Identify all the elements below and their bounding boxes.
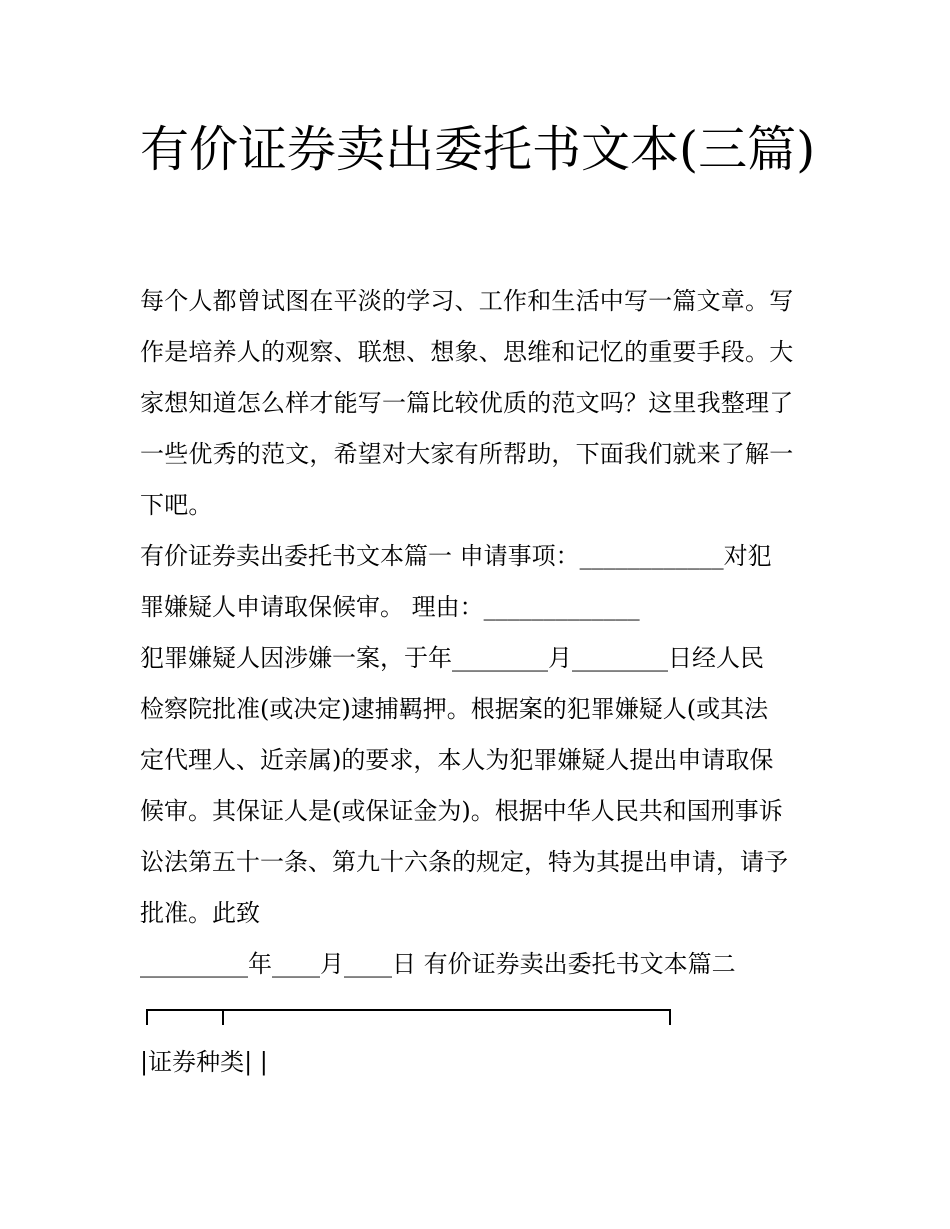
body-line-6: 候审。其保证人是(或保证金为)。根据中华人民共和国刑事诉 (140, 797, 783, 825)
intro-paragraph: 每个人都曾试图在平淡的学习、工作和生活中写一篇文章。写作是培养人的观察、联想、想象、思维和记忆的重要手段。大家想知道怎么样才能写一篇比较优质的范文吗？这里我整理了一些优秀的范文，希望对大家有所帮助，下面我们就来了解一下吧。 (140, 287, 794, 519)
body-line-4: 检察院批准(或决定)逮捕羁押。根据案的犯罪嫌疑人(或其法 (140, 695, 769, 723)
body-line-7: 讼法第五十一条、第九十六条的规定，特为其提出申请，请予 (140, 848, 788, 876)
table-column-divider (222, 1011, 224, 1025)
body-line-1: 有价证券卖出委托书文本篇一 申请事项：____________对犯 (140, 542, 772, 570)
body-line-3: 犯罪嫌疑人因涉嫌一案，于年________月________日经人民 (140, 644, 764, 672)
body-line-2: 罪嫌疑人申请取保候审。 理由：_____________ (140, 593, 640, 621)
document-title: 有价证券卖出委托书文本(三篇) (140, 121, 816, 178)
body-line-8: 批准。此致 (140, 899, 260, 927)
table-top-border (146, 1009, 671, 1025)
body-line-9: _________年____月____日 有价证券卖出委托书文本篇二 (140, 950, 736, 978)
table-row: |证券种类| | (140, 1048, 268, 1076)
body-line-5: 定代理人、近亲属)的要求，本人为犯罪嫌疑人提出申请取保 (140, 746, 774, 774)
